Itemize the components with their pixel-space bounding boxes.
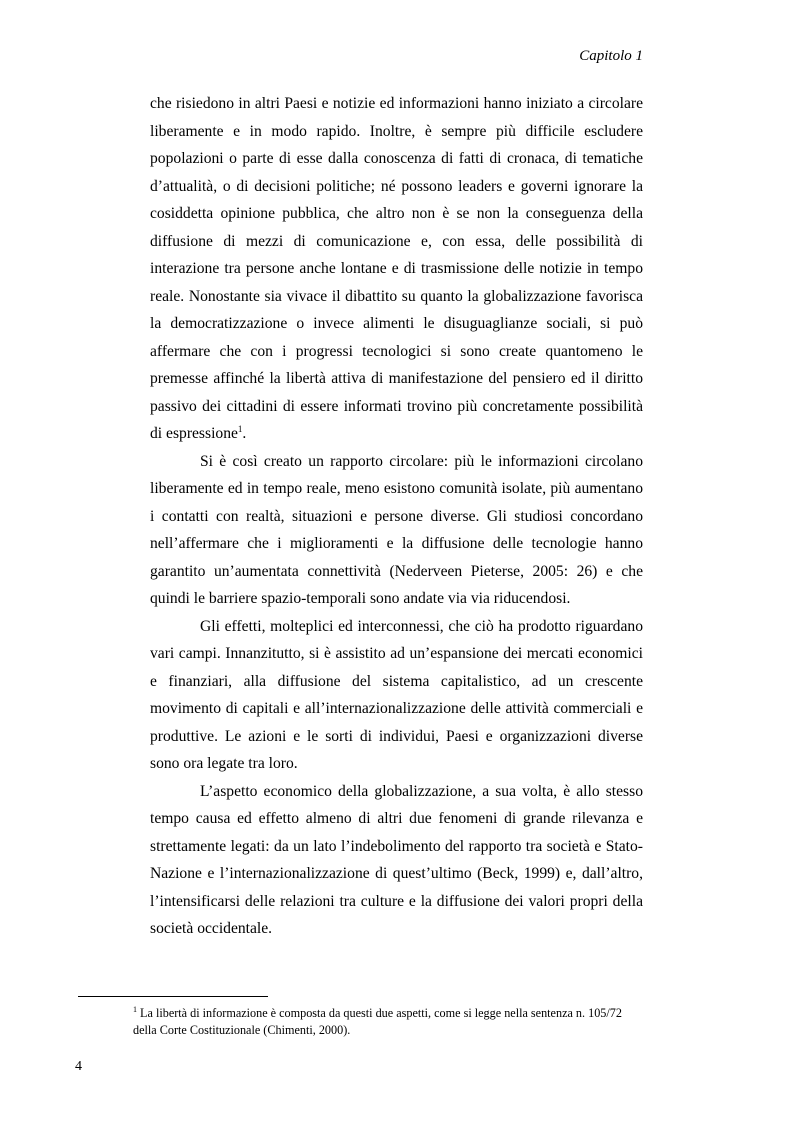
paragraph-tail: . [242, 425, 247, 442]
paragraph-2: Si è così creato un rapporto circolare: più le informazioni circolano liberamente ed in tempo reale, meno esistono comunità isolate, più aumentano i contatti con realtà, situazioni e persone diverse. Gli studiosi concordano nell’affermare che i miglioramenti e la diffusione delle tecnologie hanno garantito un’aumentata connettività (Nederveen Pieterse, 2005: 26) e che quindi le barriere spazio-temporali sono andate via via riducendosi. [150, 452, 643, 607]
footnote [133, 1005, 643, 1039]
footnote-number: 1 [133, 1004, 137, 1014]
body-text [150, 90, 643, 943]
paragraph-text: che risiedono in altri Paesi e notizie ed informazioni hanno iniziato a circolare liberamente e in modo rapido. Inoltre, è sempre più difficile escludere popolazioni o parte di esse dalla conoscenza di fatti di cronaca, di tematiche d’attualità, o di decisioni politiche; né possono leaders e governi ignorare la cosiddetta opinione pubblica, che altro non è se non la conseguenza della diffusione di mezzi di comunicazione e, con essa, delle possibilità di interazione tra persone anche lontane e di trasmissione delle notizie in tempo reale. Nonostante sia vivace il dibattito su quanto la globalizzazione favorisca la democratizzazione o invece alimenti le disuguaglianze sociali, si può affermare che con i progressi tecnologici si sono create quantomeno le premesse affinché la libertà attiva di manifestazione del pensiero ed il diritto passivo dei cittadini di essere informati trovino più concretamente possibilità di espressione [150, 95, 643, 442]
paragraph-4: L’aspetto economico della globalizzazione, a sua volta, è allo stesso tempo causa ed effetto almeno di altri due fenomeni di grande rilevanza e strettamente legati: da un lato l’indebolimento del rapporto tra società e Stato-Nazione e l’internazionalizzazione di quest’ultimo (Beck, 1999) e, dall’altro, l’intensificarsi delle relazioni tra culture e la diffusione dei valori propri della società occidentale. [150, 782, 643, 937]
paragraph-3: Gli effetti, molteplici ed interconnessi, che ciò ha prodotto riguardano vari campi. Innanzitutto, si è assistito ad un’espansione dei mercati economici e finanziari, alla diffusione del sistema capitalistico, ad un crescente movimento di capitali e all’internazionalizzazione delle attività commerciali e produttive. Le azioni e le sorti di individui, Paesi e organizzazioni diverse sono ora legate tra loro. [150, 617, 643, 772]
footnote-text: La libertà di informazione è composta da questi due aspetti, come si legge nella sentenza n. 105/72 della Corte Costituzionale (Chimenti, 2000). [133, 1006, 622, 1037]
running-header: Capitolo 1 [579, 48, 643, 64]
footnote-separator [78, 996, 268, 997]
page-number: 4 [75, 1059, 82, 1074]
paragraph-1 [150, 90, 643, 448]
footnote-reference: 1 [237, 423, 243, 434]
